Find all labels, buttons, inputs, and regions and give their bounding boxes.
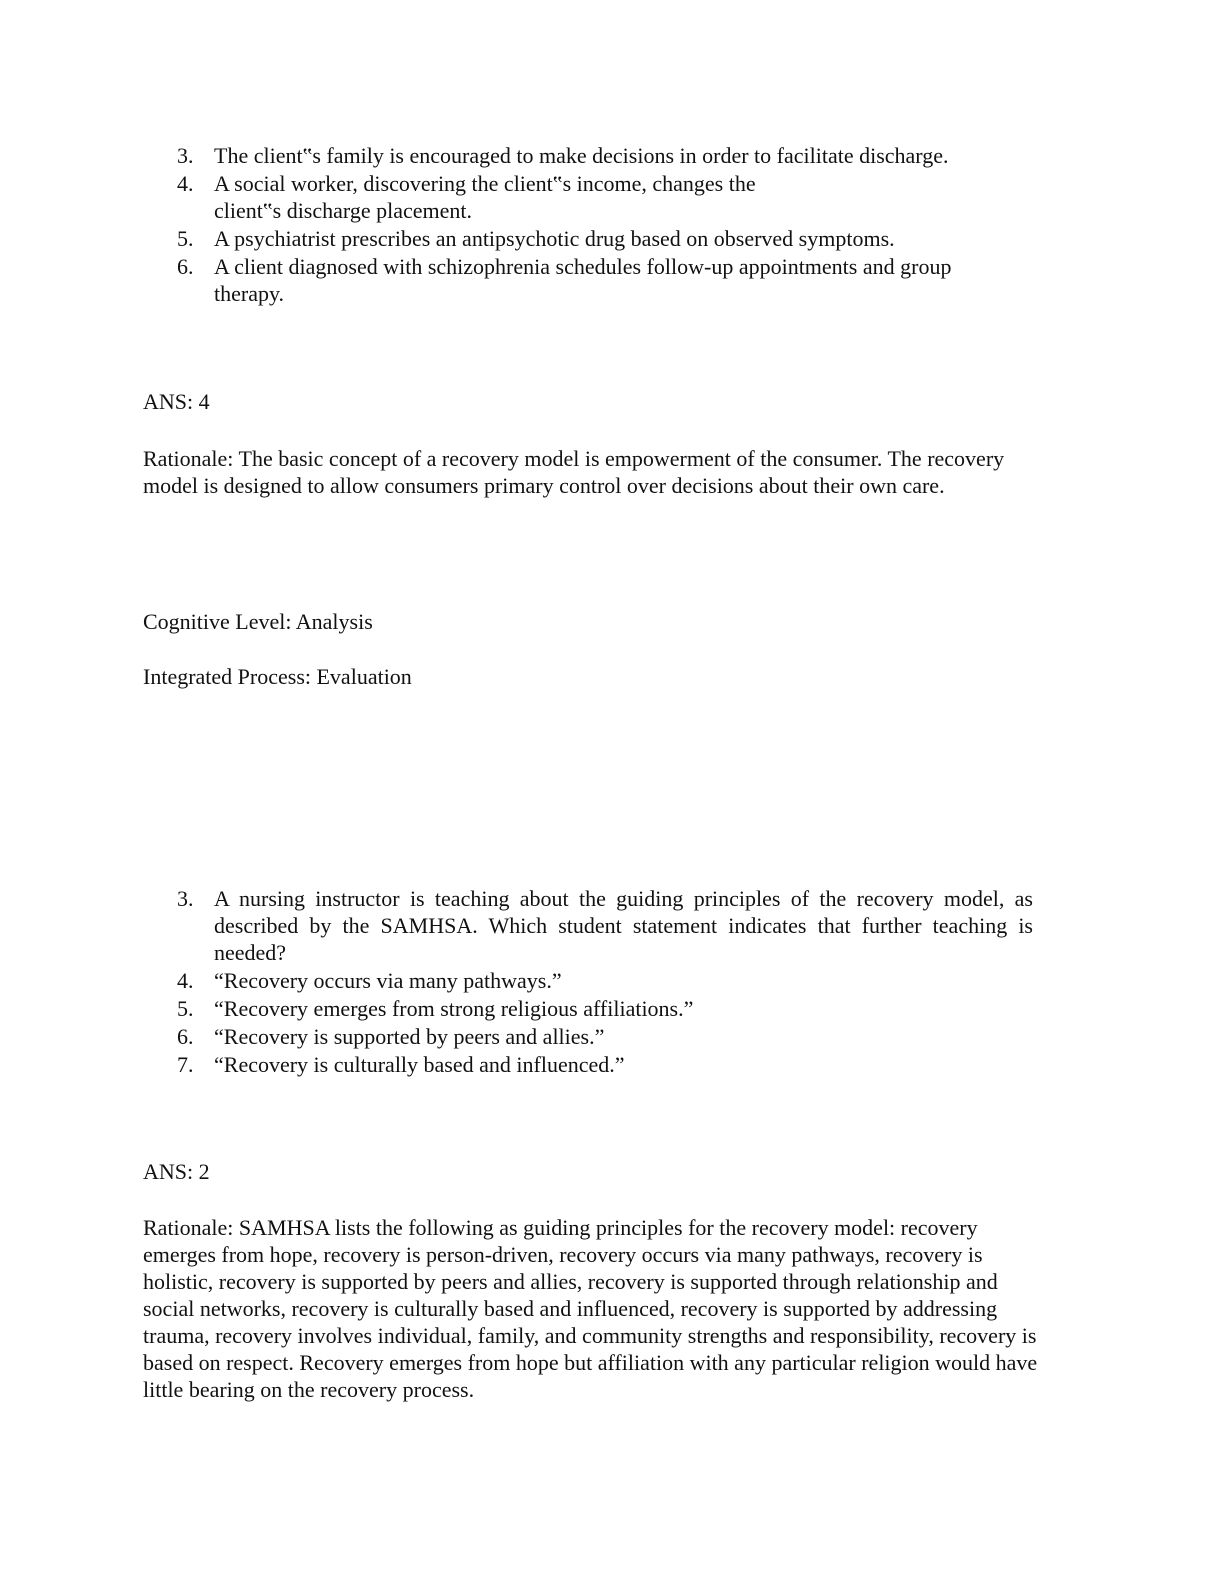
item-text: “Recovery is supported by peers and allies.” [214,1024,605,1049]
list-item [143,995,1048,1022]
answer-1: ANS: 4 [143,389,210,414]
item-number: 6. [177,1024,194,1049]
list-item [143,170,1048,224]
answer-2: ANS: 2 [143,1159,210,1184]
item-number: 4. [177,171,194,196]
item-number: 7. [177,1052,194,1077]
question-1-options [143,142,1048,308]
item-number: 6. [177,254,194,279]
item-text: A client diagnosed with schizophrenia schedules follow-up appointments and group therapy. [214,254,952,306]
item-text: A social worker, discovering the client‟s income, changes the [214,171,756,196]
list-item [143,1051,1048,1078]
item-text: “Recovery occurs via many pathways.” [214,968,562,993]
cognitive-level: Cognitive Level: Analysis [143,609,373,634]
integrated-process: Integrated Process: Evaluation [143,664,412,689]
item-text: “Recovery is culturally based and influenced.” [214,1052,625,1077]
question-stem: A nursing instructor is teaching about the guiding principles of the recovery model, as described by the SAMHSA. Which student statement indicates that further teaching is needed? [214,886,1033,965]
item-text: “Recovery emerges from strong religious affiliations.” [214,996,694,1021]
rationale-1: Rationale: The basic concept of a recovery model is empowerment of the consumer. The recovery model is designed to allow consumers primary control over decisions about their own care. [143,446,1005,498]
item-text: The client‟s family is encouraged to make decisions in order to facilitate discharge. [214,143,949,168]
item-number: 4. [177,968,194,993]
rationale-2: Rationale: SAMHSA lists the following as guiding principles for the recovery model: recovery emerges from hope, recovery is person-driven, recovery occurs via many pathways, recovery is holistic, recovery is supported by peers and allies, recovery is supported through relationship and social networks, recovery is culturally based and influenced, recovery is supported by addressing trauma, recovery involves individual, family, and community strengths and responsibility, recovery is based on respect. Recovery emerges from hope but affiliation with any particular religion would have little bearing on the recovery process. [143,1215,1038,1402]
item-number: 5. [177,996,194,1021]
item-text-continued: client‟s discharge placement. [214,198,472,223]
list-item [143,142,1048,169]
item-text: A psychiatrist prescribes an antipsychotic drug based on observed symptoms. [214,226,895,251]
item-number: 3. [177,143,194,168]
list-item [143,225,1048,252]
list-item [143,1023,1048,1050]
list-item [143,885,1048,966]
item-number: 3. [177,886,194,911]
item-number: 5. [177,226,194,251]
list-item [143,253,1048,307]
question-2-items [143,885,1048,1079]
list-item [143,967,1048,994]
